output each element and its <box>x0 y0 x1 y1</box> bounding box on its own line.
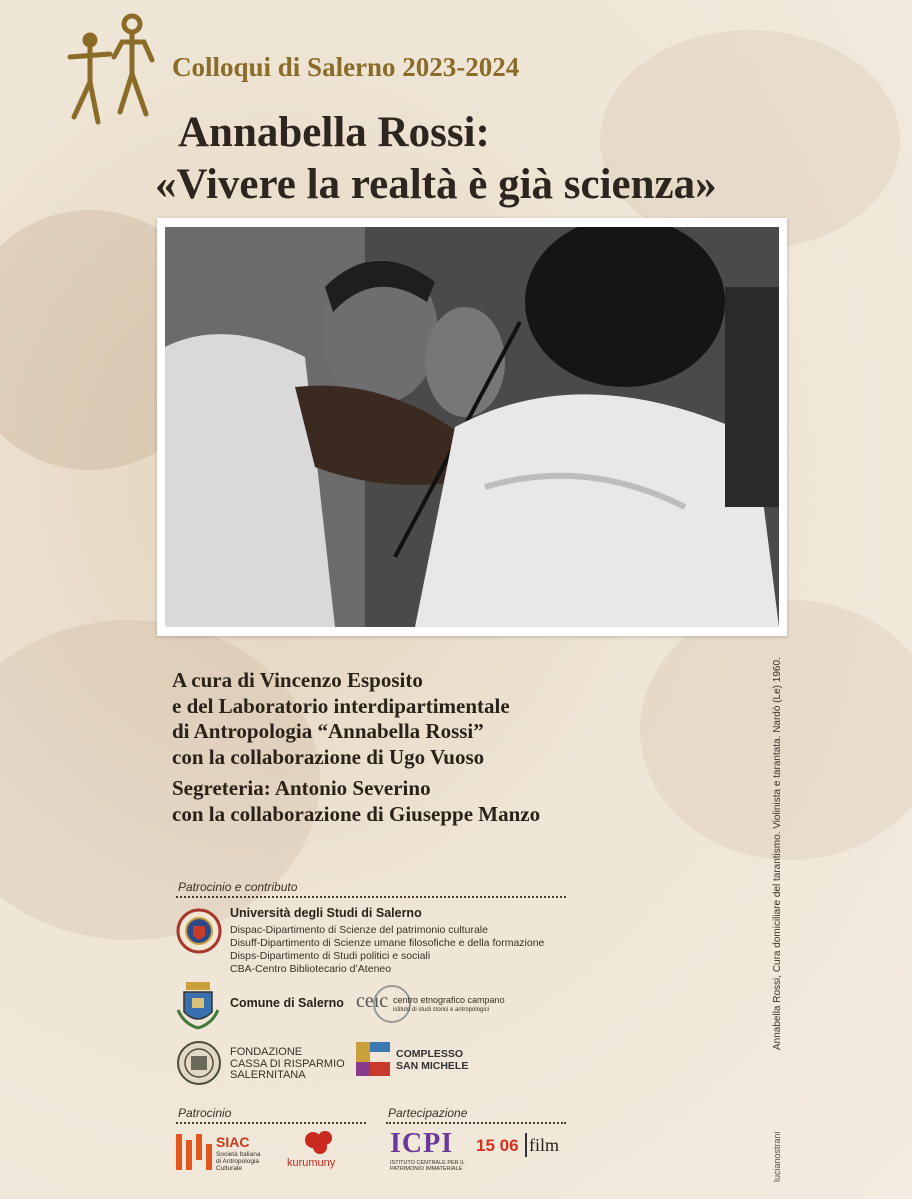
fondazione-name <box>230 1047 345 1082</box>
title-line-2: «Vivere la realtà è già scienza» <box>155 161 717 208</box>
ceic-sub: istituto di studi storici e antropologici <box>393 1007 490 1013</box>
divider <box>176 1122 366 1124</box>
series-title: Colloqui di Salerno 2023-2024 <box>172 52 520 82</box>
icpi-name: ICPI <box>390 1128 454 1159</box>
credits-line: e del Laboratorio interdipartimentale <box>172 693 510 718</box>
secretariat-line: Segreteria: Antonio Severino <box>172 776 431 800</box>
fondazione-seal-icon <box>176 1040 222 1086</box>
siac-logo-icon <box>176 1134 212 1170</box>
icpi-sub <box>390 1160 465 1172</box>
fondazione-line: FONDAZIONE <box>230 1046 303 1058</box>
dancing-figures-logo <box>62 12 162 132</box>
divider <box>386 1122 566 1124</box>
department-item: CBA-Centro Bibliotecario d’Ateneo <box>230 963 392 975</box>
credits-line: con la collaborazione di Ugo Vuoso <box>172 744 485 769</box>
ceic-logo: ceic <box>356 990 389 1012</box>
complesso-name <box>396 1048 468 1072</box>
icpi-sub-line: ISTITUTO CENTRALE PER IL <box>390 1160 465 1166</box>
siac-name: SIAC <box>216 1134 250 1150</box>
kurumuny-logo-icon <box>303 1130 337 1156</box>
department-list <box>230 924 544 976</box>
complesso-line: SAN MICHELE <box>396 1060 469 1072</box>
department-item: Dispac-Dipartimento di Scienze del patrimonio culturale <box>230 924 488 936</box>
complesso-logo-icon <box>356 1042 390 1076</box>
university-seal-icon <box>176 908 222 954</box>
kurumuny-name: kurumuny <box>287 1157 336 1169</box>
background-ghost-shape <box>600 30 900 250</box>
film-date: 15 06 <box>476 1136 519 1155</box>
film-divider <box>525 1133 527 1157</box>
divider <box>176 896 566 898</box>
patronage-label: Patrocinio e contributo <box>178 880 298 894</box>
siac-sub-line: di Antropologia <box>216 1158 260 1165</box>
ceic-text <box>393 995 505 1015</box>
patrocinio-label: Patrocinio <box>178 1106 232 1120</box>
department-item: Disuff-Dipartimento di Scienze umane filosofiche e della formazione <box>230 937 545 949</box>
photo-caption: Annabella Rossi, Cura domiciliare del tarantismo. Violinista e tarantata. Nardò (Le) 1960. <box>772 657 783 1050</box>
comune-crest-icon <box>176 980 220 1030</box>
siac-sub-line: Società Italiana <box>216 1151 261 1158</box>
complesso-line: COMPLESSO <box>396 1048 464 1060</box>
film-word: film <box>529 1135 559 1155</box>
designer-signature: lucianostrani <box>772 1131 782 1182</box>
icpi-sub-line: PATRIMONIO IMMATERIALE <box>390 1166 463 1172</box>
siac-sub <box>216 1151 260 1172</box>
comune-name: Comune di Salerno <box>230 996 344 1010</box>
title-line-1: Annabella Rossi: <box>178 109 490 156</box>
fondazione-line: CASSA DI RISPARMIO <box>230 1057 345 1070</box>
photo-frame <box>157 218 787 636</box>
department-item: Disps-Dipartimento di Studi politici e sociali <box>230 950 431 962</box>
violinist-photo <box>165 227 779 627</box>
siac-sub-line: Culturale <box>216 1165 243 1172</box>
secretariat-line: con la collaborazione di Giuseppe Manzo <box>172 801 541 826</box>
ceic-name: centro etnografico campano <box>393 995 505 1005</box>
university-name: Università degli Studi di Salerno <box>230 906 422 920</box>
credits-block <box>172 668 540 827</box>
fondazione-line: SALERNITANA <box>230 1069 306 1081</box>
partecipazione-label: Partecipazione <box>388 1106 468 1120</box>
credits-line: di Antropologia “Annabella Rossi” <box>172 719 484 743</box>
credits-line: A cura di Vincenzo Esposito <box>172 668 423 692</box>
